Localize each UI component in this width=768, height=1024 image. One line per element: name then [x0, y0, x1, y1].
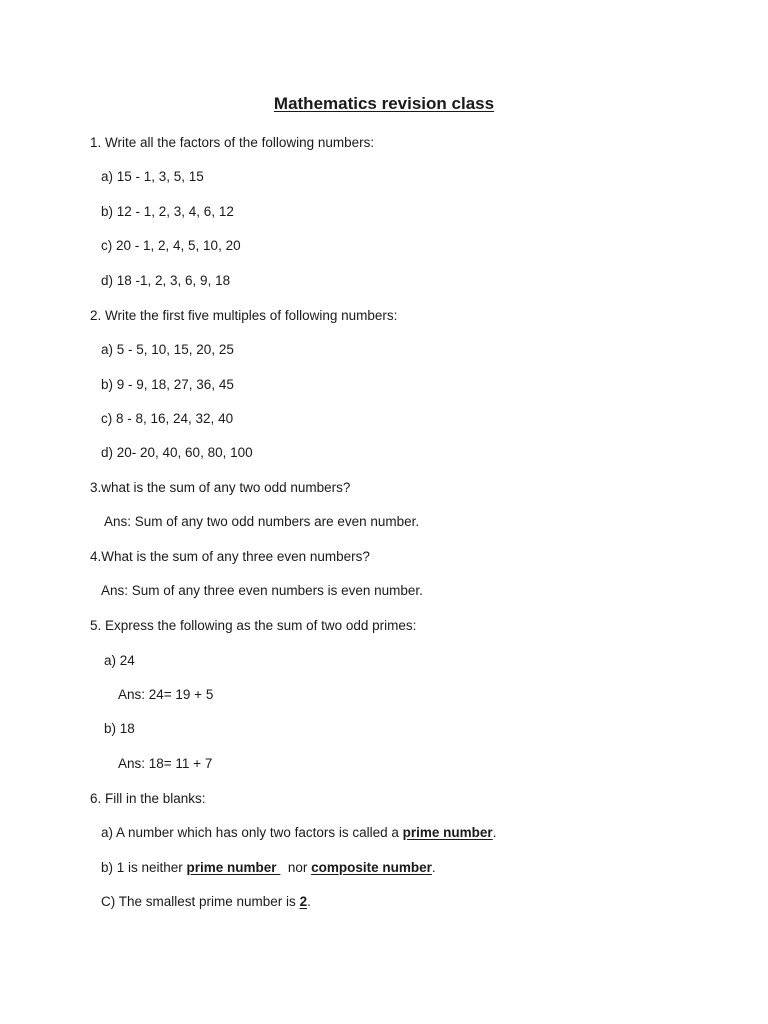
question-3: 3.what is the sum of any two odd numbers? [90, 480, 351, 495]
q2-item-a: a) 5 - 5, 10, 15, 20, 25 [101, 342, 234, 357]
question-1: 1. Write all the factors of the following numbers: [90, 135, 375, 150]
q1-item-b: b) 12 - 1, 2, 3, 4, 6, 12 [101, 204, 234, 219]
q6-c-blank-answer: 2 [299, 894, 308, 909]
question-4: 4.What is the sum of any three even numbers? [90, 549, 370, 564]
q2-item-b: b) 9 - 9, 18, 27, 36, 45 [101, 377, 234, 392]
q6-item-b [101, 859, 436, 877]
q6-c-end: . [307, 894, 311, 909]
question-6: 6. Fill in the blanks: [90, 791, 206, 806]
q2-item-c: c) 8 - 8, 16, 24, 32, 40 [101, 411, 234, 426]
q3-answer: Ans: Sum of any two odd numbers are even number. [104, 514, 420, 529]
q6-b-mid: nor [280, 860, 312, 875]
q6-item-a [101, 824, 496, 842]
q5-answer-b: Ans: 18= 11 + 7 [118, 756, 213, 771]
question-5: 5. Express the following as the sum of two odd primes: [90, 618, 417, 633]
question-2: 2. Write the first five multiples of following numbers: [90, 308, 398, 323]
q6-b-end: . [431, 860, 436, 875]
q2-item-d: d) 20- 20, 40, 60, 80, 100 [101, 445, 253, 460]
q6-b-text: b) 1 is neither [101, 860, 187, 875]
q5-item-b: b) 18 [104, 721, 135, 736]
q6-b-blank-answer-1: prime number [186, 860, 281, 875]
q1-item-c: c) 20 - 1, 2, 4, 5, 10, 20 [101, 238, 241, 253]
q6-item-c [101, 893, 311, 911]
q6-c-text: C) The smallest prime number is [101, 894, 300, 909]
q6-a-blank-answer: prime number [402, 825, 493, 840]
q5-answer-a: Ans: 24= 19 + 5 [118, 687, 214, 702]
q6-a-end: . [492, 825, 497, 840]
q6-b-blank-answer-2: composite number [311, 860, 432, 875]
q4-answer: Ans: Sum of any three even numbers is even number. [101, 583, 423, 598]
q5-item-a: a) 24 [104, 653, 135, 668]
q1-item-a: a) 15 - 1, 3, 5, 15 [101, 169, 204, 184]
q6-a-text: a) A number which has only two factors is called a [101, 825, 403, 840]
page-title: Mathematics revision class [273, 94, 495, 113]
q1-item-d: d) 18 -1, 2, 3, 6, 9, 18 [101, 273, 231, 288]
